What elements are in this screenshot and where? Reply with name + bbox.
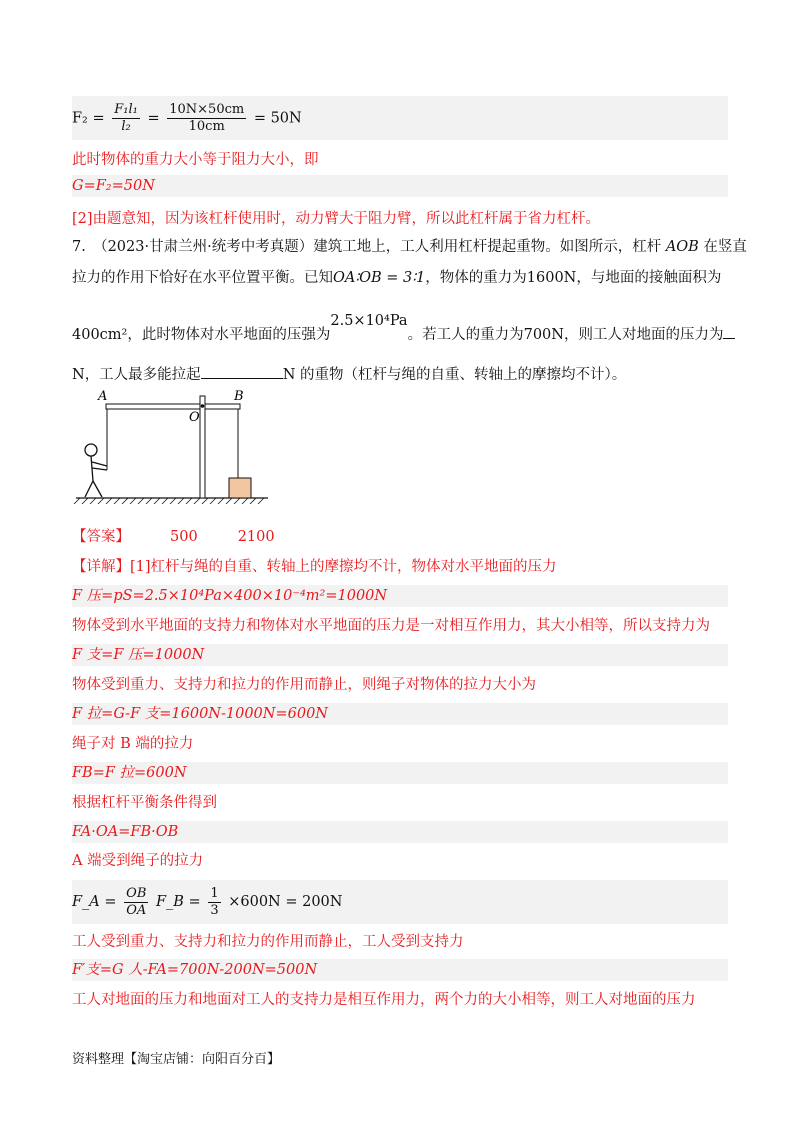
detail-eq-7: F′支=G 人-FA=700N-200N=500N bbox=[72, 962, 318, 978]
detail-eq-4: FB=F 拉=600N bbox=[72, 765, 187, 781]
answer-blank-2 bbox=[201, 364, 283, 379]
detail-eq-2: F 支=F 压=1000N bbox=[72, 647, 205, 663]
question-7-line-1: 7. （2023·甘肃兰州·统考中考真题）建筑工地上，工人利用杠杆提起重物。如图所示，杠杆 AOB 在竖直 bbox=[72, 239, 747, 255]
detail-line-7: 工人受到重力、支持力和拉力的作用而静止，工人受到支持力 bbox=[72, 934, 464, 950]
support-post bbox=[200, 396, 205, 498]
label-b: B bbox=[234, 389, 244, 404]
formula-g: G=F₂=50N bbox=[72, 178, 155, 194]
pivot-o bbox=[201, 404, 205, 408]
detail-line-8: 工人对地面的压力和地面对工人的支持力是相互作用力，两个力的大小相等，则工人对地面的压力 bbox=[72, 992, 696, 1008]
weight-text: 此时物体的重力大小等于阻力大小，即 bbox=[72, 152, 319, 168]
worker-figure bbox=[85, 444, 107, 497]
detail-line-5: 根据杠杆平衡条件得到 bbox=[72, 795, 217, 811]
lever-bar bbox=[106, 404, 240, 409]
detail-eq-6: F_A = $\frac{OB}{OA}$ F_B = $\frac{1}{3}$ ×600N = 200N bbox=[72, 885, 343, 918]
footer-note: 资料整理【淘宝店铺：向阳百分百】 bbox=[72, 1052, 281, 1067]
detail-eq-3: F 拉=G-F 支=1600N-1000N=600N bbox=[72, 706, 328, 722]
lever-text: [2]由题意知，因为该杠杆使用时，动力臂大于阻力臂，所以此杠杆属于省力杠杆。 bbox=[72, 211, 601, 227]
formula-f2: F₂ = $\frac{\text{F₁l₁}}{\text{l₂}}$ = $\frac{10N\times 50cm}{10cm}$ = 50N bbox=[72, 102, 302, 134]
weight-block bbox=[229, 478, 251, 498]
detail-line-6: A 端受到绳子的拉力 bbox=[72, 853, 204, 869]
detail-line-4: 绳子对 B 端的拉力 bbox=[72, 736, 194, 752]
question-7-line-3: 400cm²，此时物体对水平地面的压强为2.5×10⁴Pa。若工人的重力为700N，则工人对地面的压力为 bbox=[72, 324, 728, 345]
detail-eq-1: F 压=pS=2.5×10⁴Pa×400×10⁻⁴m²=1000N bbox=[72, 588, 388, 604]
label-a: A bbox=[98, 389, 108, 404]
detail-line-2: 物体受到水平地面的支持力和物体对水平地面的压力是一对相互作用力，其大小相等，所以支持力为 bbox=[72, 618, 710, 634]
question-7-line-2: 拉力的作用下恰好在水平位置平衡。已知OA∶OB = 3∶1，物体的重力为1600N，与地面的接触面积为 bbox=[72, 270, 722, 286]
ground-hatch bbox=[74, 498, 264, 504]
label-o: O bbox=[189, 410, 200, 425]
detail-eq-5: FA·OA=FB·OB bbox=[72, 824, 179, 840]
detail-line-1: 【详解】[1]杠杆与绳的自重、转轴上的摩擦均不计，物体对水平地面的压力 bbox=[72, 559, 557, 575]
lever-figure bbox=[72, 386, 272, 508]
answer-blank-1 bbox=[723, 324, 735, 339]
detail-line-3: 物体受到重力、支持力和拉力的作用而静止，则绳子对物体的拉力大小为 bbox=[72, 677, 536, 693]
question-7-line-4: N，工人最多能拉起 N 的重物（杠杆与绳的自重、转轴上的摩擦均不计）。 bbox=[72, 364, 728, 385]
answer-line: 【答案】 500 2100 bbox=[72, 529, 275, 545]
